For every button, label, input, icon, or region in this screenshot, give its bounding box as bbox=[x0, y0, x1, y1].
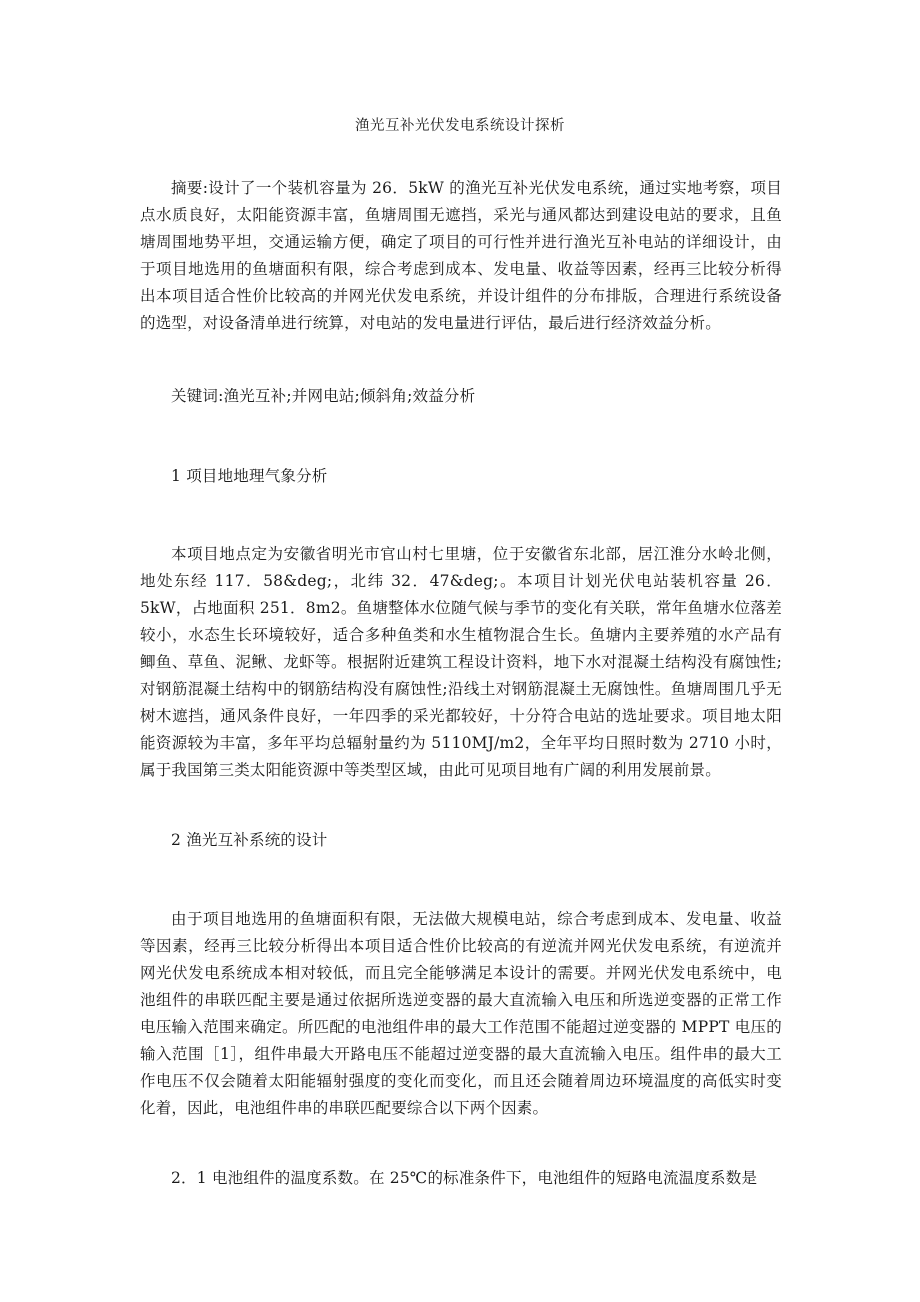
section-1-heading: 1 项目地地理气象分析 bbox=[171, 467, 328, 485]
section-2-paragraph: 由于项目地选用的鱼塘面积有限，无法做大规模电站，综合考虑到成本、发电量、收益等因素，经再三比较分析得出本项目适合性价比较高的有逆流并网光伏发电系统，有逆流并网光伏发电系统成本相对较低，而且完全能够满足本设计的需要。并网光伏发电系统中，电池组件的串联匹配主要是通过依据所选逆变器的最大直流输入电压和所选逆变器的正常工作电压输入范围来确定。所匹配的电池组件串的最大工作范围不能超过逆变器的 MPPT 电压的输入范围［1］，组件串最大开路电压不能超过逆变器的最大直流输入电压。组件串的最大工作电压不仅会随着太阳能辐射强度的变化而变化，而且还会随着周边环境温度的高低实时变化着，因此，电池组件串的串联匹配要综合以下两个因素。 bbox=[140, 910, 782, 1117]
section-1-paragraph: 本项目地点定为安徽省明光市官山村七里塘，位于安徽省东北部，居江淮分水岭北侧，地处东经 117．58&deg;，北纬 32．47&deg;。本项目计划光伏电站装机容量 26．5kW，占地面积 251．8m2。鱼塘整体水位随气候与季节的变化有关联，常年鱼塘水位落差较小，水态生长环境较好，适合多种鱼类和水生植物混合生长。鱼塘内主要养殖的水产品有鲫鱼、草鱼、泥鳅、龙虾等。根据附近建筑工程设计资料，地下水对混凝土结构没有腐蚀性;对钢筋混凝土结构中的钢筋结构没有腐蚀性;沿线土对钢筋混凝土无腐蚀性。鱼塘周围几乎无树木遮挡，通风条件良好，一年四季的采光都较好，十分符合电站的选址要求。项目地太阳能资源较为丰富，多年平均总辐射量约为 5110MJ/m2，全年平均日照时数为 2710 小时，属于我国第三类太阳能资源中等类型区域，由此可见项目地有广阔的利用发展前景。 bbox=[140, 545, 782, 779]
document-title: 渔光互补光伏发电系统设计探析 bbox=[355, 118, 565, 134]
abstract-paragraph: 摘要:设计了一个装机容量为 26．5kW 的渔光互补光伏发电系统，通过实地考察，项目点水质良好，太阳能资源丰富，鱼塘周围无遮挡，采光与通风都达到建设电站的要求，且鱼塘周围地势平坦，交通运输方便，确定了项目的可行性并进行渔光互补电站的详细设计，由于项目地选用的鱼塘面积有限，综合考虑到成本、发电量、收益等因素，经再三比较分析得出本项目适合性价比较高的并网光伏发电系统，并设计组件的分布排版，合理进行系统设备的选型，对设备清单进行统算，对电站的发电量进行评估，最后进行经济效益分析。 bbox=[140, 179, 782, 332]
keywords-line: 关键词:渔光互补;并网电站;倾斜角;效益分析 bbox=[171, 387, 476, 405]
section-2-1-partial-line: 2．1 电池组件的温度系数。在 25℃的标准条件下，电池组件的短路电流温度系数是 bbox=[171, 1169, 758, 1187]
section-2-heading: 2 渔光互补系统的设计 bbox=[171, 831, 328, 849]
